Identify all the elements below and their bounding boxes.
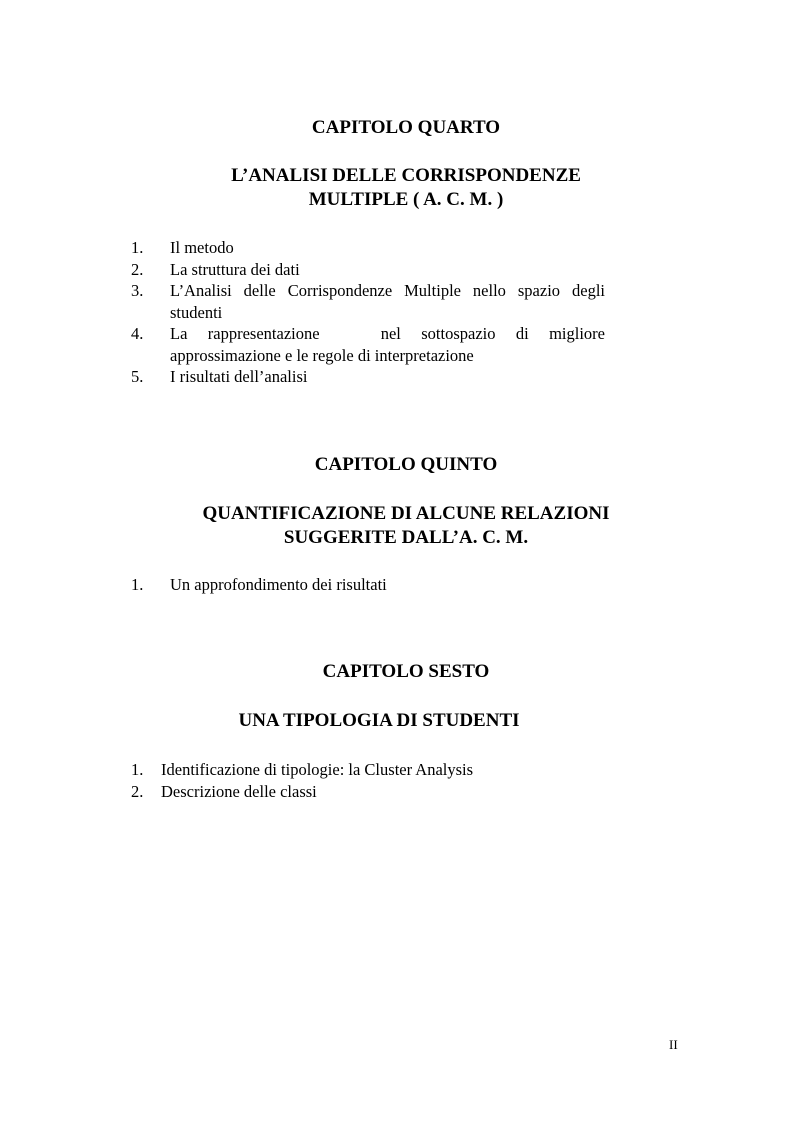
- list-item: [131, 280, 605, 323]
- chapter6-title: CAPITOLO SESTO: [322, 661, 490, 682]
- list-item-text: Un approfondimento dei risultati: [170, 575, 387, 594]
- list-item-text: Descrizione delle classi: [161, 781, 317, 801]
- chapter5-subtitle-line2: SUGGERITE DALL’A. C. M.: [283, 527, 529, 548]
- list-item-number: 1.: [131, 238, 144, 257]
- list-item: [131, 781, 605, 803]
- chapter6-subtitle-line1: UNA TIPOLOGIA DI STUDENTI: [238, 710, 520, 731]
- list-item: [131, 574, 605, 596]
- list-item: [131, 237, 605, 259]
- list-item-text: Identificazione di tipologie: la Cluster Analysis: [161, 760, 474, 779]
- chapter5-section-list: [131, 574, 605, 596]
- list-item-number: 2.: [131, 781, 144, 801]
- chapter5-subtitle-line1: QUANTIFICAZIONE DI ALCUNE RELAZIONI: [202, 503, 610, 524]
- list-item: [131, 323, 610, 366]
- list-item: [131, 366, 605, 388]
- list-item-text: L’Analisi delle Corrispondenze Multiple nello spazio degli studenti: [170, 281, 605, 322]
- list-item-text: Il metodo: [170, 238, 234, 257]
- chapter5-title: CAPITOLO QUINTO: [314, 454, 498, 475]
- list-item-number: 2.: [131, 259, 144, 279]
- list-item-text: I risultati dell’analisi: [170, 367, 308, 386]
- chapter4-subtitle-line1: L’ANALISI DELLE CORRISPONDENZE: [231, 165, 581, 186]
- chapter4-section-list: [131, 237, 610, 388]
- list-item-number: 4.: [131, 324, 144, 343]
- list-item-number: 3.: [131, 281, 144, 300]
- list-item-number: 5.: [131, 367, 144, 386]
- list-item: [131, 259, 605, 281]
- chapter4-title: CAPITOLO QUARTO: [311, 117, 501, 138]
- list-item-text: La struttura dei dati: [170, 259, 300, 279]
- page-number: II: [669, 1037, 678, 1052]
- chapter4-subtitle-line2: MULTIPLE ( A. C. M. ): [308, 189, 504, 210]
- list-item-number: 1.: [131, 575, 144, 594]
- list-item-number: 1.: [131, 760, 144, 779]
- list-item: [131, 759, 605, 781]
- list-item-text: La rappresentazione nel sottospazio di migliore approssimazione e le regole di interpretazione: [170, 324, 610, 365]
- chapter6-section-list: [131, 759, 605, 802]
